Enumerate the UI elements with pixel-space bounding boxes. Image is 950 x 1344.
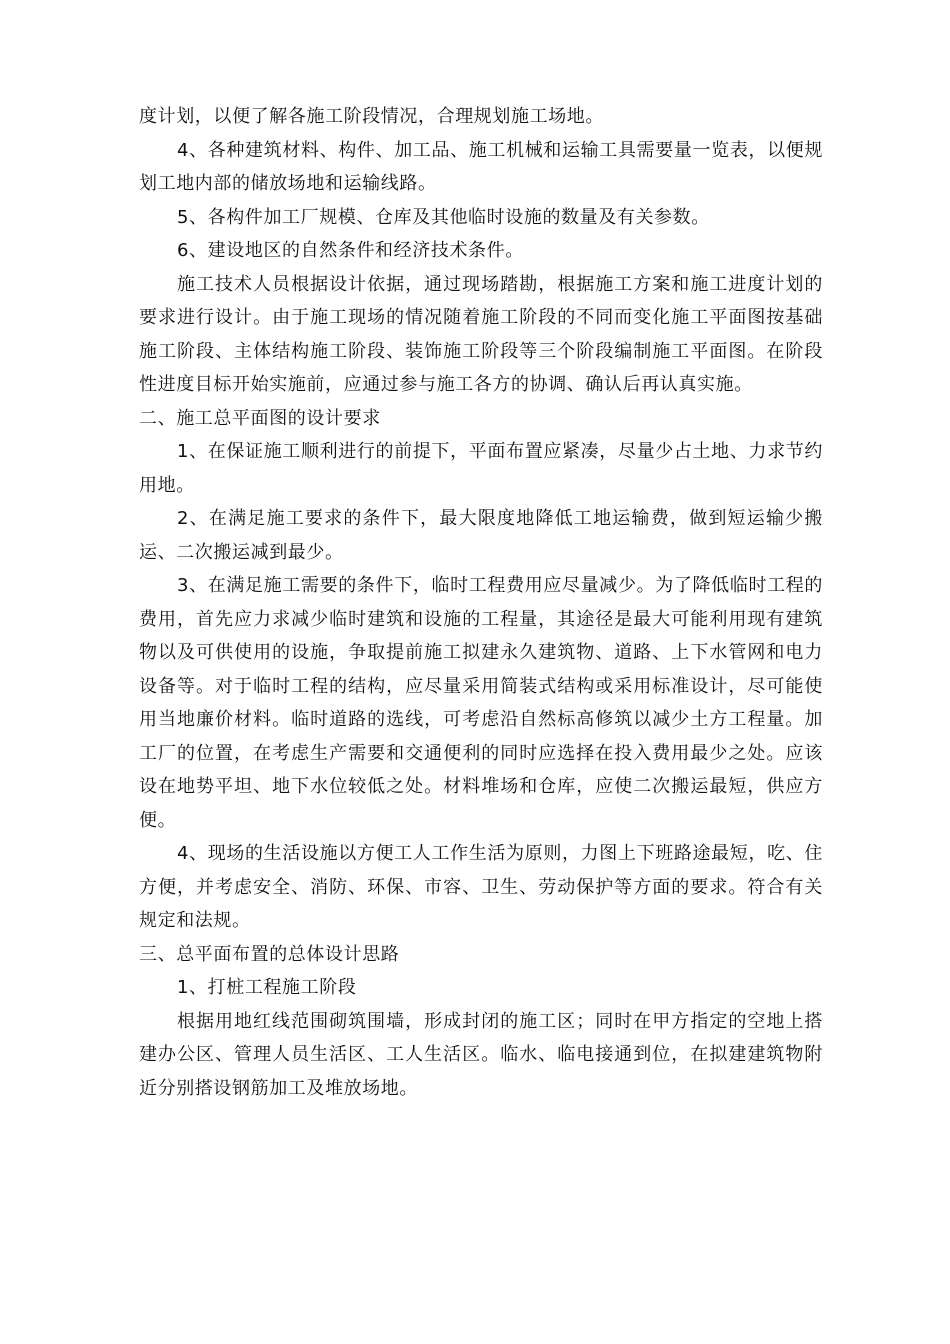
document-body: [139, 100, 823, 1105]
paragraph-design-basis: 施工技术人员根据设计依据，通过现场踏勘，根据施工方案和施工进度计划的要求进行设计。由于施工现场的情况随着施工阶段的不同而变化施工平面图按基础施工阶段、主体结构施工阶段、装饰施工阶段等三个阶段编制施工平面图。在阶段性进度目标开始实施前，应通过参与施工各方的协调、确认后再认真实施。: [139, 273, 823, 395]
list-item-natural-conditions: 6、建设地区的自然条件和经济技术条件。: [177, 240, 524, 261]
section-heading-design-approach: 三、总平面布置的总体设计思路: [139, 943, 400, 965]
list-item-temporary-works: 3、在满足施工需要的条件下，临时工程费用应尽量减少。为了降低临时工程的费用，首先应力求减少临时建筑和设施的工程量，其途径是最大可能利用现有建筑物以及可供使用的设施，争取提前施工拟建永久建筑物、道路、上下水管网和电力设备等。对于临时工程的结构，应尽量采用简装式结构或采用标准设计，尽可能使用当地廉价材料。临时道路的选线，可考虑沿自然标高修筑以减少土方工程量。加工厂的位置，在考虑生产需要和交通便利的同时应选择在投入费用最少之处。应该设在地势平坦、地下水位较低之处。材料堆场和仓库，应使二次搬运最短，供应方便。: [139, 575, 823, 831]
paragraph-continuation: 度计划，以便了解各施工阶段情况，合理规划施工场地。: [139, 106, 604, 127]
list-item-living-facilities: 4、现场的生活设施以方便工人工作生活为原则，力图上下班路途最短，吃、住方便，并考虑安全、消防、环保、市容、卫生、劳动保护等方面的要求。符合有关规定和法规。: [139, 843, 823, 931]
list-item-materials-table: 4、各种建筑材料、构件、加工品、施工机械和运输工具需要量一览表，以便规划工地内部的储放场地和运输线路。: [139, 139, 823, 194]
list-item-factory-scale: 5、各构件加工厂规模、仓库及其他临时设施的数量及有关参数。: [177, 206, 710, 228]
list-item-compact-layout: 1、在保证施工顺利进行的前提下，平面布置应紧凑，尽量少占土地、力求节约用地。: [139, 441, 823, 496]
paragraph-piling-stage-detail: 根据用地红线范围砌筑围墙，形成封闭的施工区；同时在甲方指定的空地上搭建办公区、管理人员生活区、工人生活区。临水、临电接通到位，在拟建建筑物附近分别搭设钢筋加工及堆放场地。: [139, 1010, 823, 1099]
section-heading-design-requirements: 二、施工总平面图的设计要求: [139, 407, 381, 429]
list-item-transport-cost: 2、在满足施工要求的条件下，最大限度地降低工地运输费，做到短运输少搬运、二次搬运减到最少。: [139, 508, 823, 563]
list-item-piling-stage: 1、打桩工程施工阶段: [177, 977, 357, 998]
